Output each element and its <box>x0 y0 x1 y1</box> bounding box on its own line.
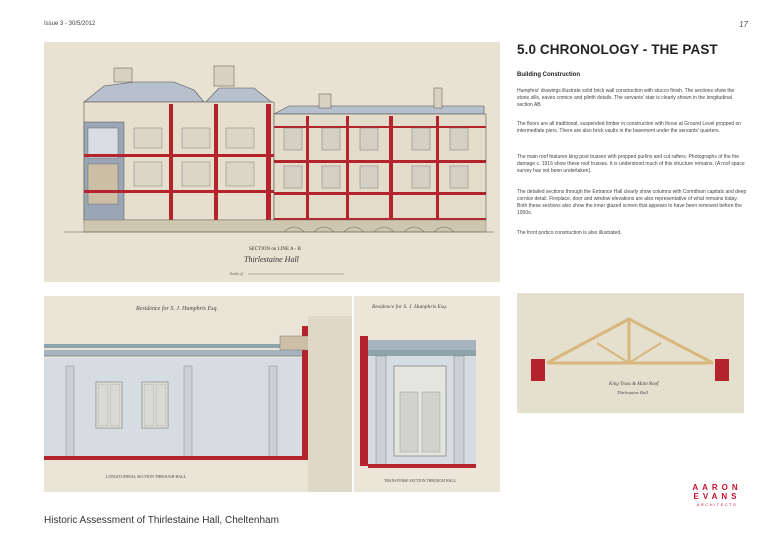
truss-caption-2: Thirlestaine Hall <box>617 390 648 395</box>
logo-line-2: EVANS <box>693 492 741 501</box>
drawing-transverse-hall <box>354 296 500 492</box>
left-detail-caption: LONGITUDINAL SECTION THROUGH HALL <box>106 474 187 479</box>
paragraph-2: The floors are all traditional, suspended timber in construction with those at Ground Level propped on intermediate piers. There are also brick vaults in the basement under the servants' quarters. <box>517 121 742 134</box>
longitudinal-hall-svg <box>44 296 352 492</box>
section-subheading: Building Construction <box>517 72 580 78</box>
section-title: 5.0 CHRONOLOGY - THE PAST <box>517 42 718 57</box>
right-detail-caption: TRANSVERSE SECTION THROUGH HALL <box>384 479 456 483</box>
paragraph-5: The front portico construction is also illustrated. <box>517 230 622 236</box>
truss-caption-1: King Truss & Main Roof <box>609 382 659 387</box>
paragraph-1: Humphris' drawings illustrate solid brick wall construction with stucco finish. The sections show the stone sills, eaves cornice and plinth details. The servants' stair is clearly shown in the longitudinal section AB. <box>517 88 735 108</box>
drawing-roof-truss <box>517 293 744 413</box>
main-section-svg <box>44 42 500 282</box>
footer-title: Historic Assessment of Thirlestaine Hall, Cheltenham <box>44 515 279 526</box>
logo-line-3: ARCHITECTS <box>696 502 738 507</box>
paragraph-3: The main roof features king post trusses with propped purlins and cut rafters. Photographs of the fire damage c. 1916 show these roof trusses. It is understood much of this structure remains. (A roof space survey has not been undertaken). <box>517 154 745 174</box>
drawing-main-section <box>44 42 500 282</box>
logo-line-1: AARON <box>692 483 742 492</box>
paragraph-4: The detailed sections through the Entrance Hall clearly show columns with Corinthian capitals and deep cornice detail. Fireplace, door and window elevations are also representative of what remains today. Both these sections also show the inner glazed screen that appears to have been removed before the 1950s. <box>517 189 747 216</box>
left-detail-heading: Residence for S. J. Humphris Esq. <box>136 306 218 312</box>
main-section-scale: Scale of <box>230 271 243 276</box>
page-number: 17 <box>739 20 748 29</box>
main-section-script: Thirlestaine Hall <box>244 255 299 264</box>
main-section-caption: SECTION on LINE A - B <box>249 247 301 252</box>
roof-truss-svg <box>517 293 744 413</box>
right-detail-heading: Residence for S. J. Humphris Esq. <box>372 304 448 310</box>
issue-date: Issue 3 - 30/5/2012 <box>44 21 96 27</box>
firm-logo <box>690 483 744 507</box>
drawing-longitudinal-hall <box>44 296 352 492</box>
transverse-hall-svg <box>354 296 500 492</box>
